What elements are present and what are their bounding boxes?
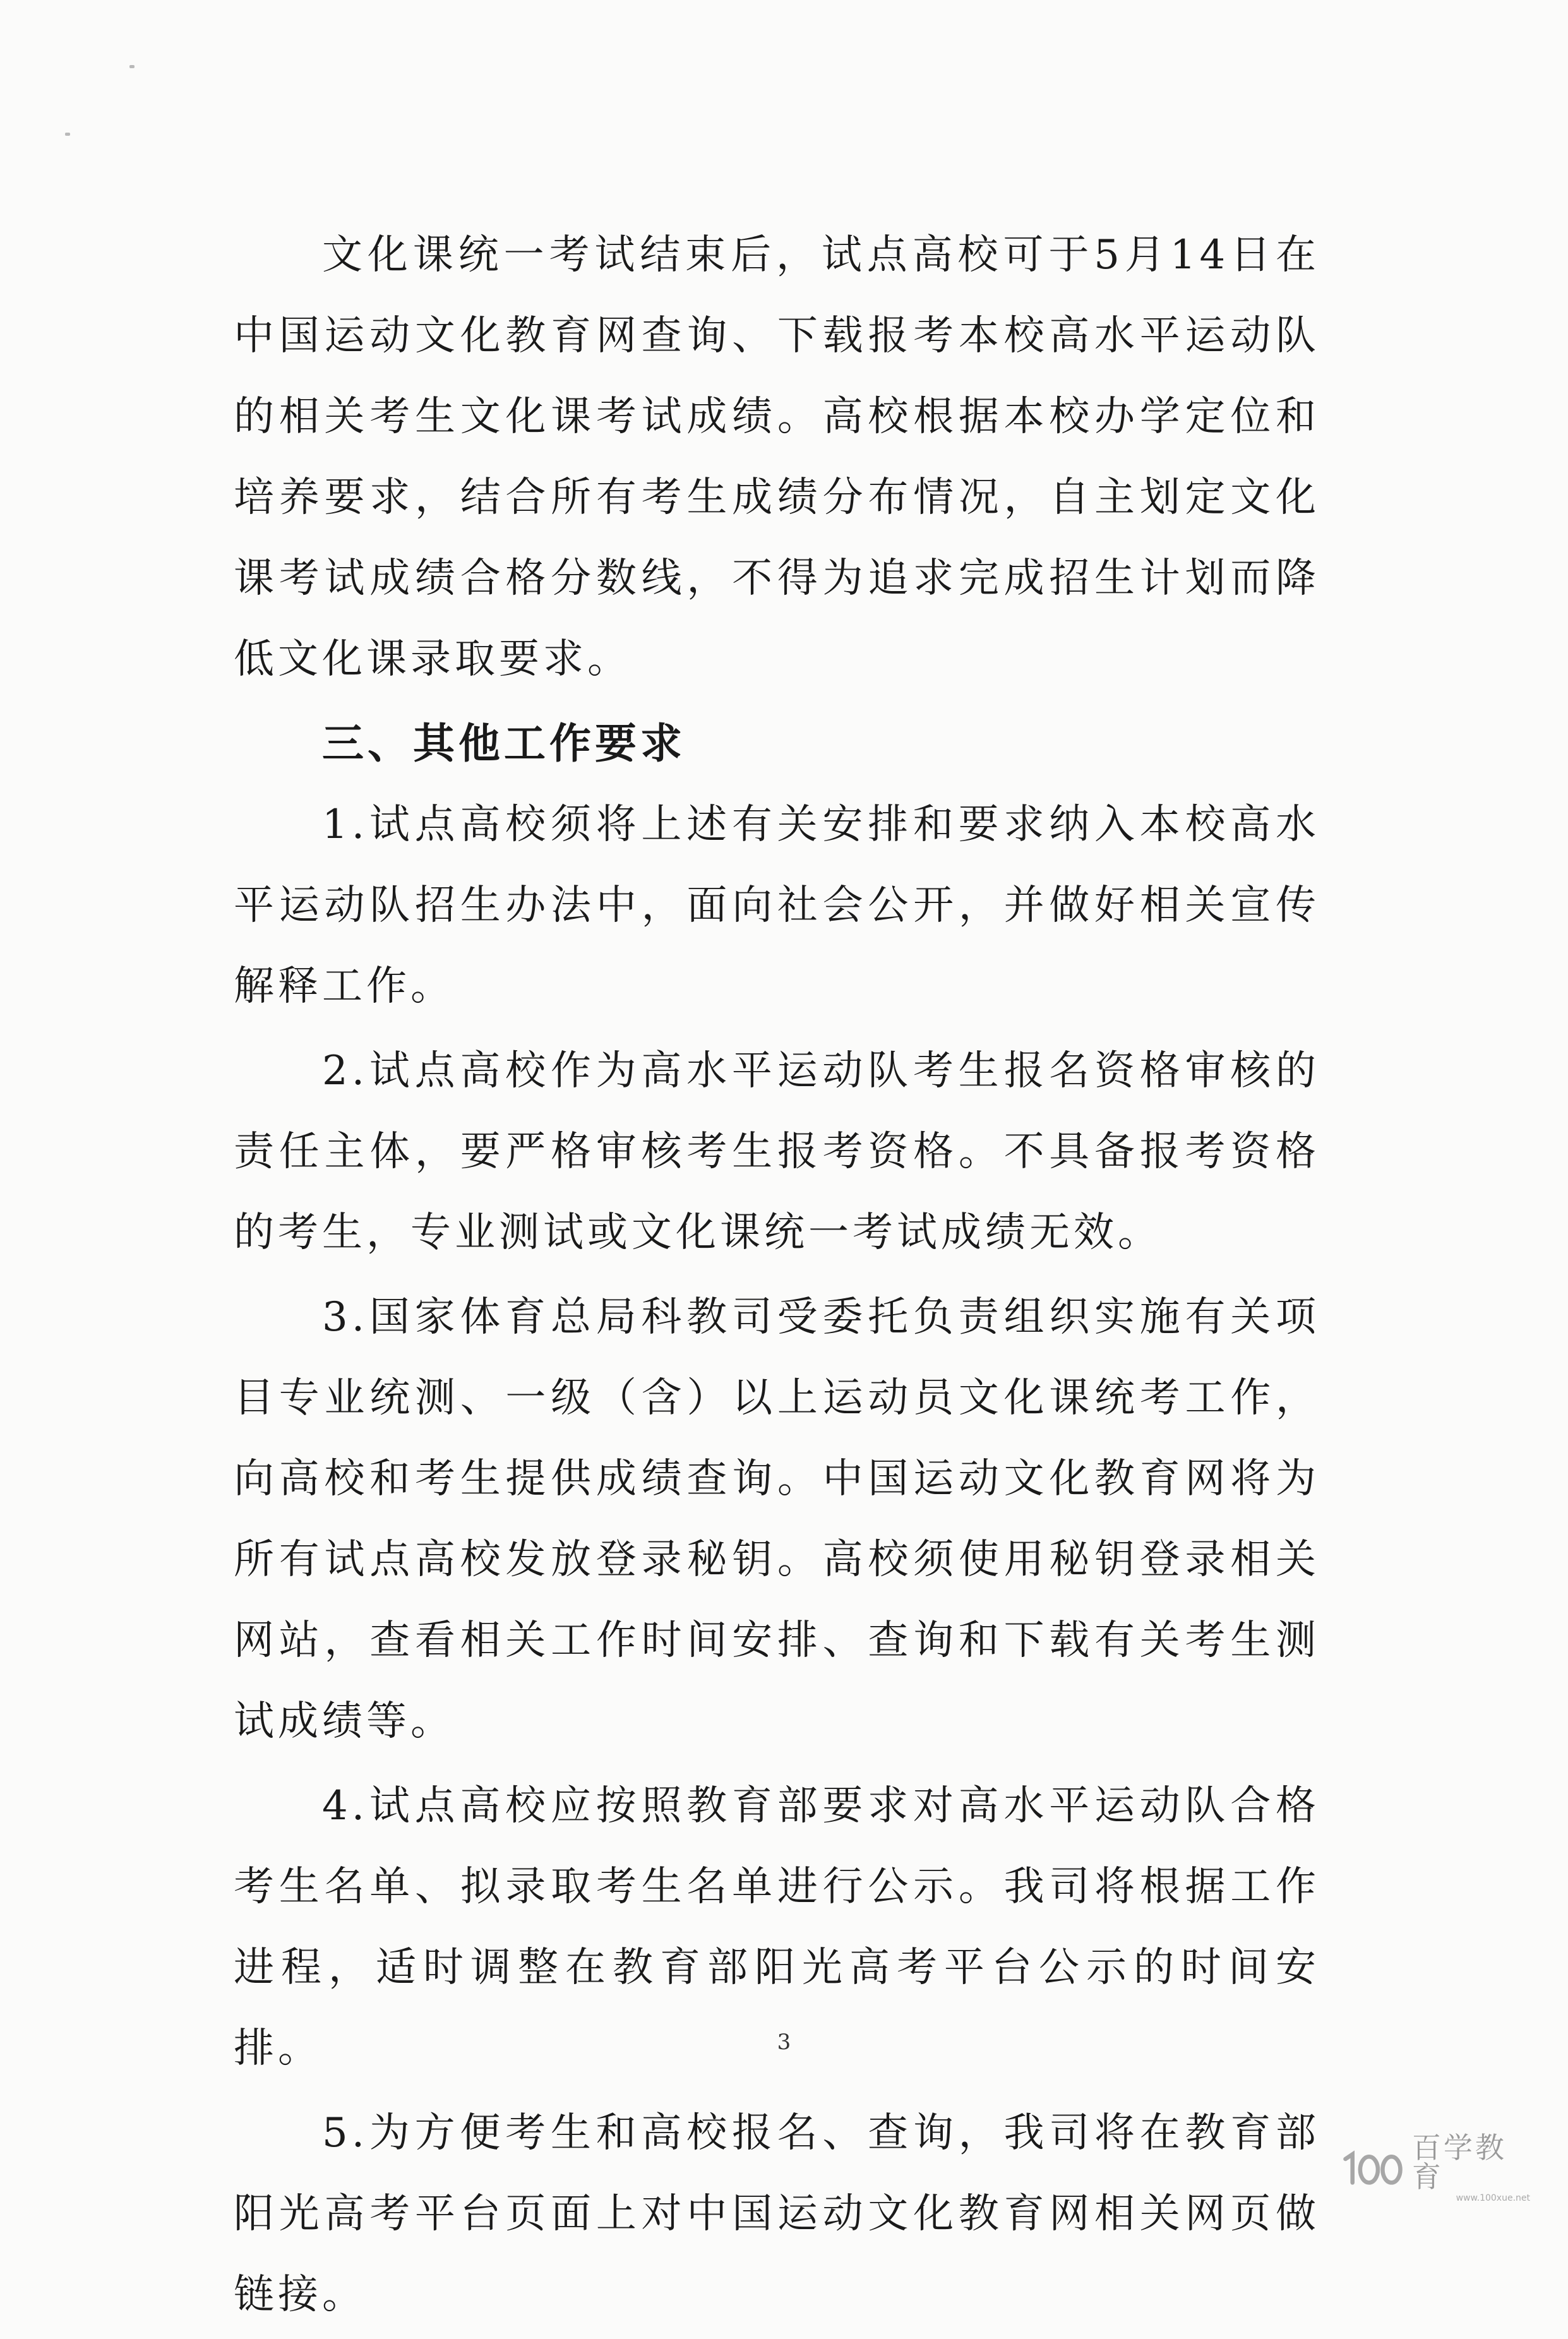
paragraph-item-5: 5.为方便考生和高校报名、查询，我司将在教育部阳光高考平台页面上对中国运动文化教育网相关网页做链接。	[234, 2110, 1320, 2318]
watermark-url: www.100xue.net	[1456, 2193, 1530, 2203]
document-body	[234, 215, 1320, 2339]
paragraph-item-2: 2.试点高校作为高水平运动队考生报名资格审核的责任主体，要严格审核考生报考资格。不具备报考资格的考生，专业测试或文化课统一考试成绩无效。	[234, 1048, 1320, 1256]
paragraph-exam-results: 文化课统一考试结束后，试点高校可于5月14日在中国运动文化教育网查询、下载报考本校高水平运动队的相关考生文化课考试成绩。高校根据本校办学定位和培养要求，结合所有考生成绩分布情况，自主划定文化课考试成绩合格分数线，不得为追求完成招生计划而降低文化课录取要求。	[234, 232, 1320, 683]
paragraph-item-1: 1.试点高校须将上述有关安排和要求纳入本校高水平运动队招生办法中，面向社会公开，并做好相关宣传解释工作。	[234, 801, 1320, 1010]
page-number: 3	[777, 2030, 791, 2055]
100-logo-icon	[1341, 2146, 1406, 2190]
scan-speck	[65, 133, 70, 136]
watermark	[1341, 2131, 1530, 2203]
paragraph-item-4: 4.试点高校应按照教育部要求对高水平运动队合格考生名单、拟录取考生名单进行公示。我司将根据工作进程，适时调整在教育部阳光高考平台公示的时间安排。	[234, 1783, 1320, 2072]
paragraph-item-3: 3.国家体育总局科教司受委托负责组织实施有关项目专业统测、一级（含）以上运动员文化课统考工作，向高校和考生提供成绩查询。中国运动文化教育网将为所有试点高校发放登录秘钥。高校须使用秘钥登录相关网站，查看相关工作时间安排、查询和下载有关考生测试成绩等。	[234, 1294, 1320, 1745]
watermark-text: 百学教育	[1411, 2131, 1507, 2194]
section-heading-other-requirements: 三、其他工作要求	[322, 719, 686, 768]
scan-speck	[129, 65, 135, 68]
